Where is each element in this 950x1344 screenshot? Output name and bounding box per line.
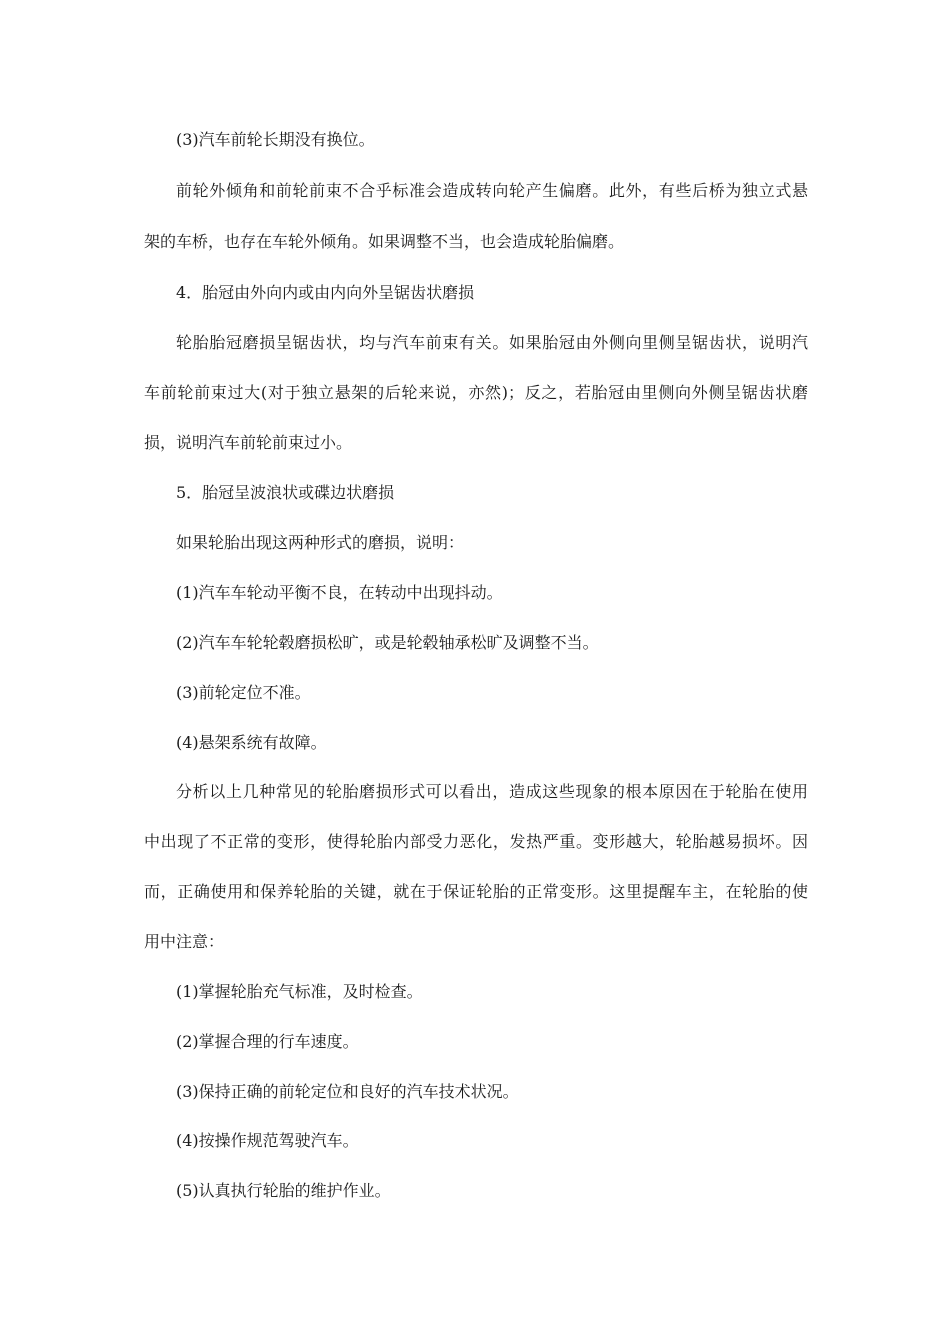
section-heading: 5．胎冠呈波浪状或碟边状磨损 xyxy=(176,483,395,502)
list-item: (1)汽车车轮动平衡不良，在转动中出现抖动。 xyxy=(176,583,503,602)
list-item: (4)按操作规范驾驶汽车。 xyxy=(176,1131,359,1150)
text-line: 分析以上几种常见的轮胎磨损形式可以看出，造成这些现象的根本原因在于轮胎在使用 xyxy=(176,782,808,801)
text-line: 用中注意： xyxy=(144,932,225,951)
text-line: 架的车桥，也存在车轮外倾角。如果调整不当，也会造成轮胎偏磨。 xyxy=(144,232,625,251)
text-line: 前轮外倾角和前轮前束不合乎标准会造成转向轮产生偏磨。此外，有些后桥为独立式悬 xyxy=(176,181,808,200)
list-item: (2)汽车车轮轮毂磨损松旷，或是轮毂轴承松旷及调整不当。 xyxy=(176,633,599,652)
text-line: 轮胎胎冠磨损呈锯齿状，均与汽车前束有关。如果胎冠由外侧向里侧呈锯齿状，说明汽 xyxy=(176,333,808,352)
list-item: (1)掌握轮胎充气标准，及时检查。 xyxy=(176,982,423,1001)
section-heading: 4．胎冠由外向内或由内向外呈锯齿状磨损 xyxy=(176,283,475,302)
text-line: 而，正确使用和保养轮胎的关键，就在于保证轮胎的正常变形。这里提醒车主，在轮胎的使 xyxy=(144,882,808,901)
list-item: (3)保持正确的前轮定位和良好的汽车技术状况。 xyxy=(176,1082,519,1101)
list-item: (3)前轮定位不准。 xyxy=(176,683,311,702)
text-line: 损，说明汽车前轮前束过小。 xyxy=(144,433,353,452)
list-item: (2)掌握合理的行车速度。 xyxy=(176,1032,359,1051)
text-line: (3)汽车前轮长期没有换位。 xyxy=(176,130,375,149)
text-line: 中出现了不正常的变形，使得轮胎内部受力恶化，发热严重。变形越大，轮胎越易损坏。因 xyxy=(144,832,808,851)
list-item: (4)悬架系统有故障。 xyxy=(176,733,327,752)
text-line: 车前轮前束过大(对于独立悬架的后轮来说，亦然)；反之，若胎冠由里侧向外侧呈锯齿状磨 xyxy=(144,383,808,402)
list-item: (5)认真执行轮胎的维护作业。 xyxy=(176,1181,391,1200)
text-line: 如果轮胎出现这两种形式的磨损，说明： xyxy=(176,533,465,552)
